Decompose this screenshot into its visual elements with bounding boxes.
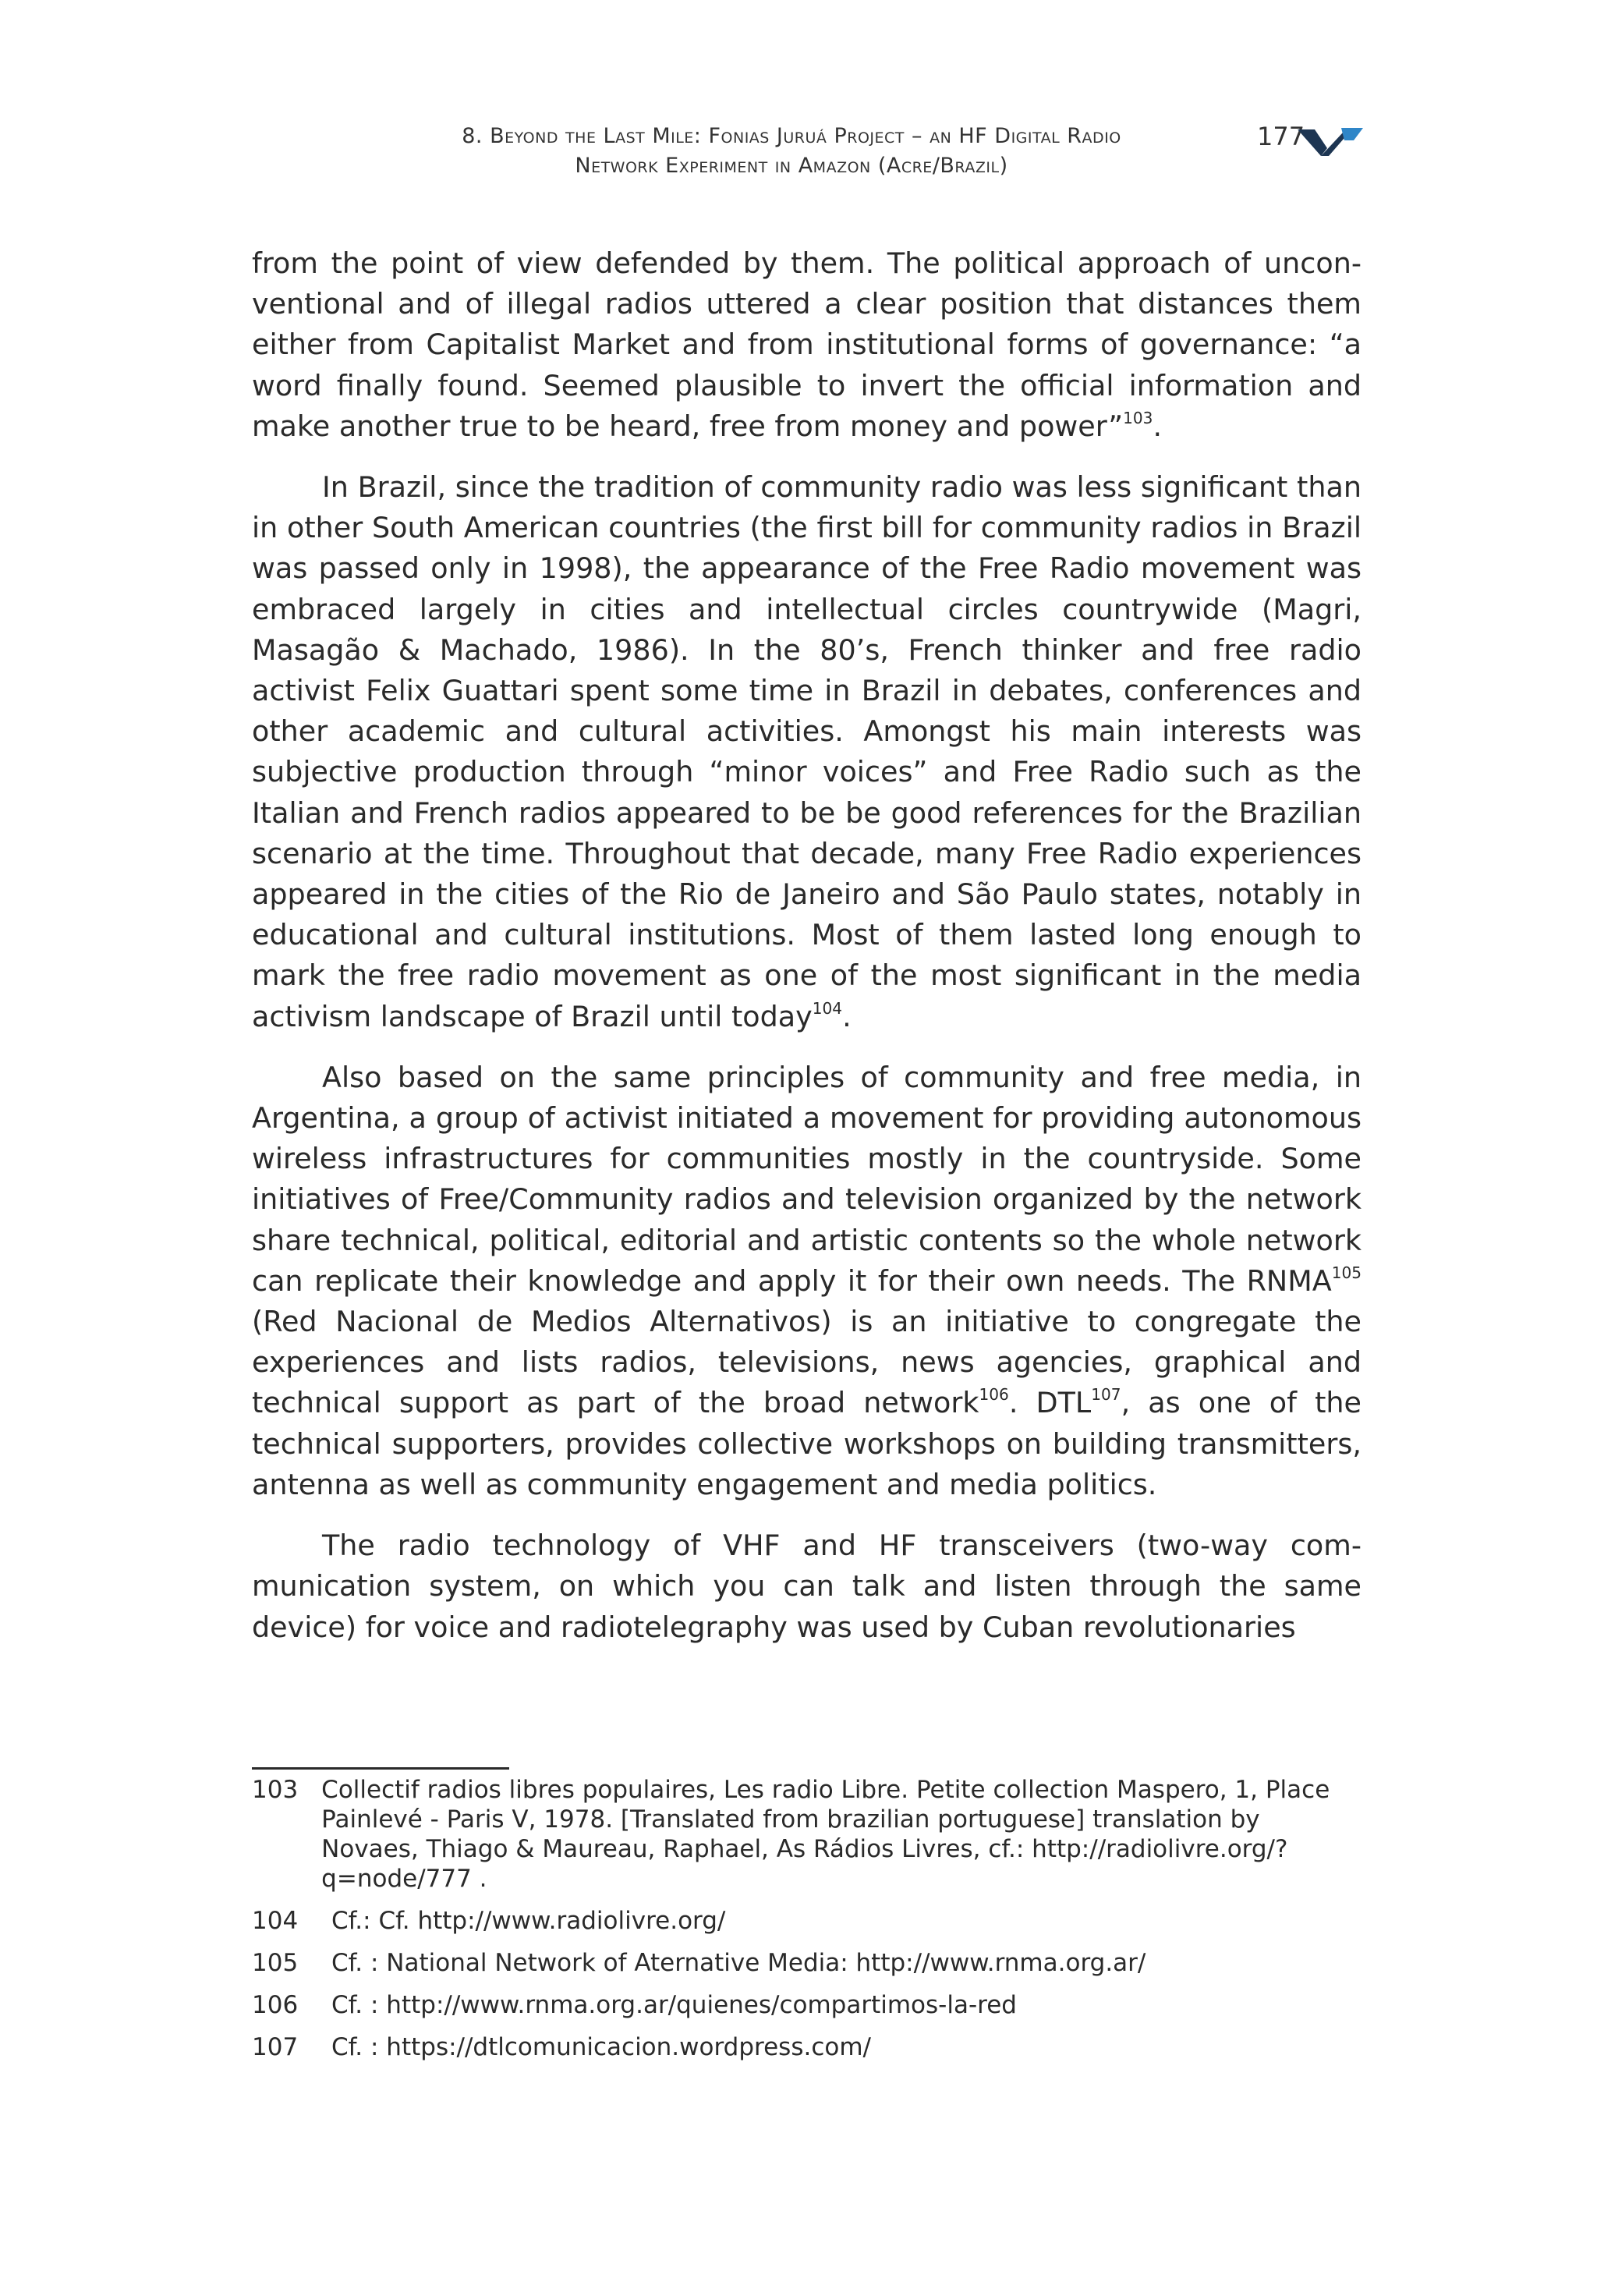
publisher-logo-icon <box>1298 126 1363 158</box>
paragraph-2 <box>252 467 1362 1037</box>
footnote-number: 106 <box>252 1991 299 2019</box>
running-head-line-2: Network Experiment in Amazon (Acre/Brazil) <box>575 154 1008 178</box>
paragraph-1-text: from the point of view defended by them. The political approach of unconventional and of illegal radios uttered a clear position that distances them either from Capitalist Market and from institutional forms of governance: “a word finally found. Seemed plausible to invert the official information and make another true to be heard, free from money and power” <box>252 246 1362 443</box>
footnote-ref-107[interactable]: 107 <box>1091 1385 1121 1405</box>
paragraph-3 <box>252 1058 1362 1505</box>
footnote-text: Cf. : National Network of Aternative Media: http://www.rnma.org.ar/ <box>331 1949 1146 1977</box>
running-head <box>374 122 1209 181</box>
footnote-number: 103 <box>252 1776 299 1804</box>
footnote-divider <box>252 1767 509 1770</box>
page-number: 177 <box>1257 122 1305 151</box>
footnote-103 <box>252 1775 1359 1894</box>
footnote-number: 105 <box>252 1949 299 1977</box>
footnote-106 <box>252 1990 1359 2020</box>
footnote-ref-106[interactable]: 106 <box>979 1385 1009 1405</box>
main-text <box>252 243 1362 1668</box>
footnote-ref-104[interactable]: 104 <box>812 998 843 1018</box>
running-head-line-1: 8. Beyond the Last Mile: Fonias Juruá Project – an HF Digital Radio <box>462 124 1121 148</box>
footnote-number: 107 <box>252 2033 299 2061</box>
footnote-ref-103[interactable]: 103 <box>1123 408 1153 427</box>
footnote-text: Collectif radios libres populaires, Les radio Libre. Petite collection Maspero, 1, Place Painlevé - Paris V, 1978. [Translated from brazilian portuguese] translation by Novaes, Thiago & Maureau, Raphael, As Rádios Livres, cf.: http://radiolivre.org/?q=node/777 . <box>321 1776 1330 1893</box>
footnote-text: Cf. : https://dtlcomunicacion.wordpress.com/ <box>331 2033 871 2061</box>
paragraph-3-part-2: (Red Nacional de Medios Alternativos) is an initiative to congregate the experiences and lists radios, televisions, news agencies, graphical and technical support as part of the broad network <box>252 1305 1362 1420</box>
footnote-text: Cf. : http://www.rnma.org.ar/quienes/compartimos-la-red <box>331 1991 1017 2019</box>
paragraph-2-text: In Brazil, since the tradition of community radio was less significant than in other South American countries (the first bill for community radios in Brazil was passed only in 1998), the appearance of the Free Radio movement was embraced largely in cities and intellectual circles countrywide (Magri, Masagão & Machado, 1986). In the 80’s, French thinker and free radio activist Felix Guattari spent some time in Brazil in debates, conferences and other academic and cultural activities. Amongst his main interests was subjective production through “minor voices” and Free Radio such as the Italian and French radios appeared to be be good references for the Brazilian scenario at the time. Throughout that decade, many Free Radio experiences appeared in the cities of the Rio de Janeiro and São Paulo states, notably in educational and cultural institutions. Most of them lasted long enough to mark the free radio movement as one of the most significant in the media activism landscape of Brazil until today <box>252 470 1362 1033</box>
paragraph-3-part-1: Also based on the same principles of community and free media, in Argentina, a group of activist initiated a movement for providing autonomous wireless infrastructures for communities mostly in the countryside. Some initiatives of Free/Community radios and television organized by the network share technical, political, editorial and artistic contents so the whole network can replicate their knowledge and apply it for their own needs. The RNMA <box>252 1060 1362 1298</box>
paragraph-1 <box>252 243 1362 447</box>
paragraph-3-part-4: , as one of the technical supporters, provides collective workshops on building transmitters, antenna as well as community engagement and media politics. <box>252 1386 1362 1501</box>
footnotes <box>252 1775 1359 2075</box>
paragraph-3-part-3: . DTL <box>1008 1386 1092 1420</box>
paragraph-4-text: The radio technology of VHF and HF transceivers (two-way communication system, on which you can talk and listen through the same device) for voice and radiotelegraphy was used by Cuban revolutionaries <box>252 1529 1362 1644</box>
paragraph-1-tail: . <box>1153 409 1163 443</box>
footnote-104 <box>252 1906 1359 1936</box>
paragraph-2-tail: . <box>842 999 852 1033</box>
footnote-number: 104 <box>252 1907 299 1935</box>
footnote-ref-105[interactable]: 105 <box>1331 1263 1362 1282</box>
footnote-105 <box>252 1948 1359 1978</box>
footnote-text: Cf.: Cf. http://www.radiolivre.org/ <box>331 1907 726 1935</box>
paragraph-4 <box>252 1525 1362 1648</box>
footnote-107 <box>252 2032 1359 2062</box>
